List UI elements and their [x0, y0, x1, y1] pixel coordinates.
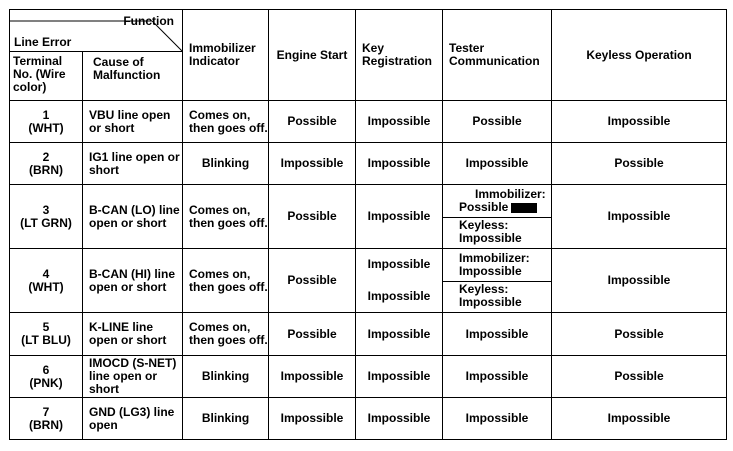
tester-communication-cell: [443, 185, 552, 249]
terminal-cell: [10, 249, 83, 313]
line-error-table: [9, 9, 727, 440]
col-cause: Cause of Malfunction: [83, 52, 183, 101]
table-row: [10, 398, 727, 440]
header-row-top: [10, 10, 727, 52]
indicator-cell: Blinking: [183, 356, 269, 398]
terminal-number: 7: [42, 404, 50, 419]
terminal-number: 4: [42, 266, 50, 281]
keyless-operation-cell: Impossible: [552, 185, 727, 249]
tester-immobilizer-text: Immobilizer: Possible: [459, 186, 546, 214]
cause-cell: K-LINE line open or short: [83, 313, 183, 356]
key-registration-cell: Impossible: [356, 313, 443, 356]
key-registration-top: [356, 249, 442, 281]
wire-color: (LT BLU): [21, 333, 71, 347]
col-keyless-operation: Keyless Operation: [552, 10, 727, 101]
tester-keyless-text: Keyless: Impossible: [459, 218, 522, 246]
indicator-cell: Comes on, then goes off.: [183, 249, 269, 313]
key-registration-bottom: [356, 281, 442, 313]
wire-color: (WHT): [28, 120, 64, 135]
tester-keyless: [443, 217, 551, 249]
square-marker-icon: [511, 203, 537, 213]
keyless-operation-cell: Possible: [552, 143, 727, 185]
tester-keyless-text: Keyless: Impossible: [459, 282, 522, 310]
col-terminal: Terminal No. (Wire color): [10, 52, 83, 101]
cause-cell: GND (LG3) line open: [83, 398, 183, 440]
engine-start-cell: Possible: [269, 101, 356, 143]
tester-communication-cell: Possible: [443, 101, 552, 143]
terminal-cell: [10, 356, 83, 398]
tester-communication-cell: Impossible: [443, 356, 552, 398]
tester-keyless: [443, 281, 551, 313]
terminal-number: 3: [42, 202, 50, 217]
tester-immobilizer-text: Immobilizer: Impossible: [459, 250, 530, 278]
terminal-cell: [10, 185, 83, 249]
indicator-cell: Comes on, then goes off.: [183, 101, 269, 143]
cause-cell: VBU line open or short: [83, 101, 183, 143]
table-row: [10, 356, 727, 398]
terminal-number: 5: [42, 320, 50, 334]
terminal-cell: [10, 313, 83, 356]
engine-start-cell: Possible: [269, 249, 356, 313]
tester-immobilizer: [443, 249, 551, 282]
key-registration-cell: Impossible: [356, 143, 443, 185]
tester-immobilizer: [443, 185, 551, 218]
key-registration-cell: Impossible: [356, 398, 443, 440]
indicator-cell: Blinking: [183, 143, 269, 185]
terminal-cell: [10, 143, 83, 185]
wire-color: (LT GRN): [20, 215, 72, 230]
tester-communication-cell: [443, 249, 552, 313]
cause-cell: IG1 line open or short: [83, 143, 183, 185]
tester-communication-cell: Impossible: [443, 143, 552, 185]
terminal-number: 1: [42, 107, 50, 122]
engine-start-cell: Possible: [269, 185, 356, 249]
indicator-cell: Comes on, then goes off.: [183, 313, 269, 356]
key-registration-cell: Impossible: [356, 356, 443, 398]
key-registration-cell: Impossible: [356, 101, 443, 143]
table-row: [10, 313, 727, 356]
line-error-label: Line Error: [14, 35, 72, 49]
engine-start-cell: Possible: [269, 313, 356, 356]
wire-color: (WHT): [28, 279, 64, 294]
terminal-cell: [10, 101, 83, 143]
keyless-operation-cell: Impossible: [552, 249, 727, 313]
keyless-operation-cell: Possible: [552, 313, 727, 356]
terminal-number: 2: [42, 149, 50, 164]
col-engine-start: Engine Start: [269, 10, 356, 101]
function-line-error-header: [10, 10, 183, 52]
keyless-operation-cell: Possible: [552, 356, 727, 398]
key-registration-cell: Impossible: [356, 185, 443, 249]
key-registration-bottom-text: Impossible: [367, 288, 431, 303]
engine-start-cell: Impossible: [269, 143, 356, 185]
table-row: [10, 143, 727, 185]
terminal-cell: [10, 398, 83, 440]
keyless-operation-cell: Impossible: [552, 101, 727, 143]
cause-cell: B-CAN (HI) line open or short: [83, 249, 183, 313]
col-immobilizer-indicator: Immobilizer Indicator: [183, 10, 269, 101]
cause-cell: IMOCD (S-NET) line open or short: [83, 356, 183, 398]
wire-color: (BRN): [29, 162, 63, 177]
indicator-cell: Blinking: [183, 398, 269, 440]
key-registration-cell: [356, 249, 443, 313]
table-row: [10, 101, 727, 143]
function-label: Function: [123, 14, 174, 28]
key-registration-top-text: Impossible: [367, 257, 431, 272]
engine-start-cell: Impossible: [269, 398, 356, 440]
tester-communication-cell: Impossible: [443, 398, 552, 440]
engine-start-cell: Impossible: [269, 356, 356, 398]
col-tester-communication: Tester Communication: [443, 10, 552, 101]
col-key-registration: Key Registration: [356, 10, 443, 101]
keyless-operation-cell: Impossible: [552, 398, 727, 440]
tester-communication-cell: Impossible: [443, 313, 552, 356]
table-row: [10, 185, 727, 249]
indicator-cell: Comes on, then goes off.: [183, 185, 269, 249]
wire-color: (PNK): [29, 375, 63, 390]
terminal-number: 6: [42, 362, 50, 377]
cause-cell: B-CAN (LO) line open or short: [83, 185, 183, 249]
table-row: [10, 249, 727, 313]
wire-color: (BRN): [29, 417, 63, 432]
